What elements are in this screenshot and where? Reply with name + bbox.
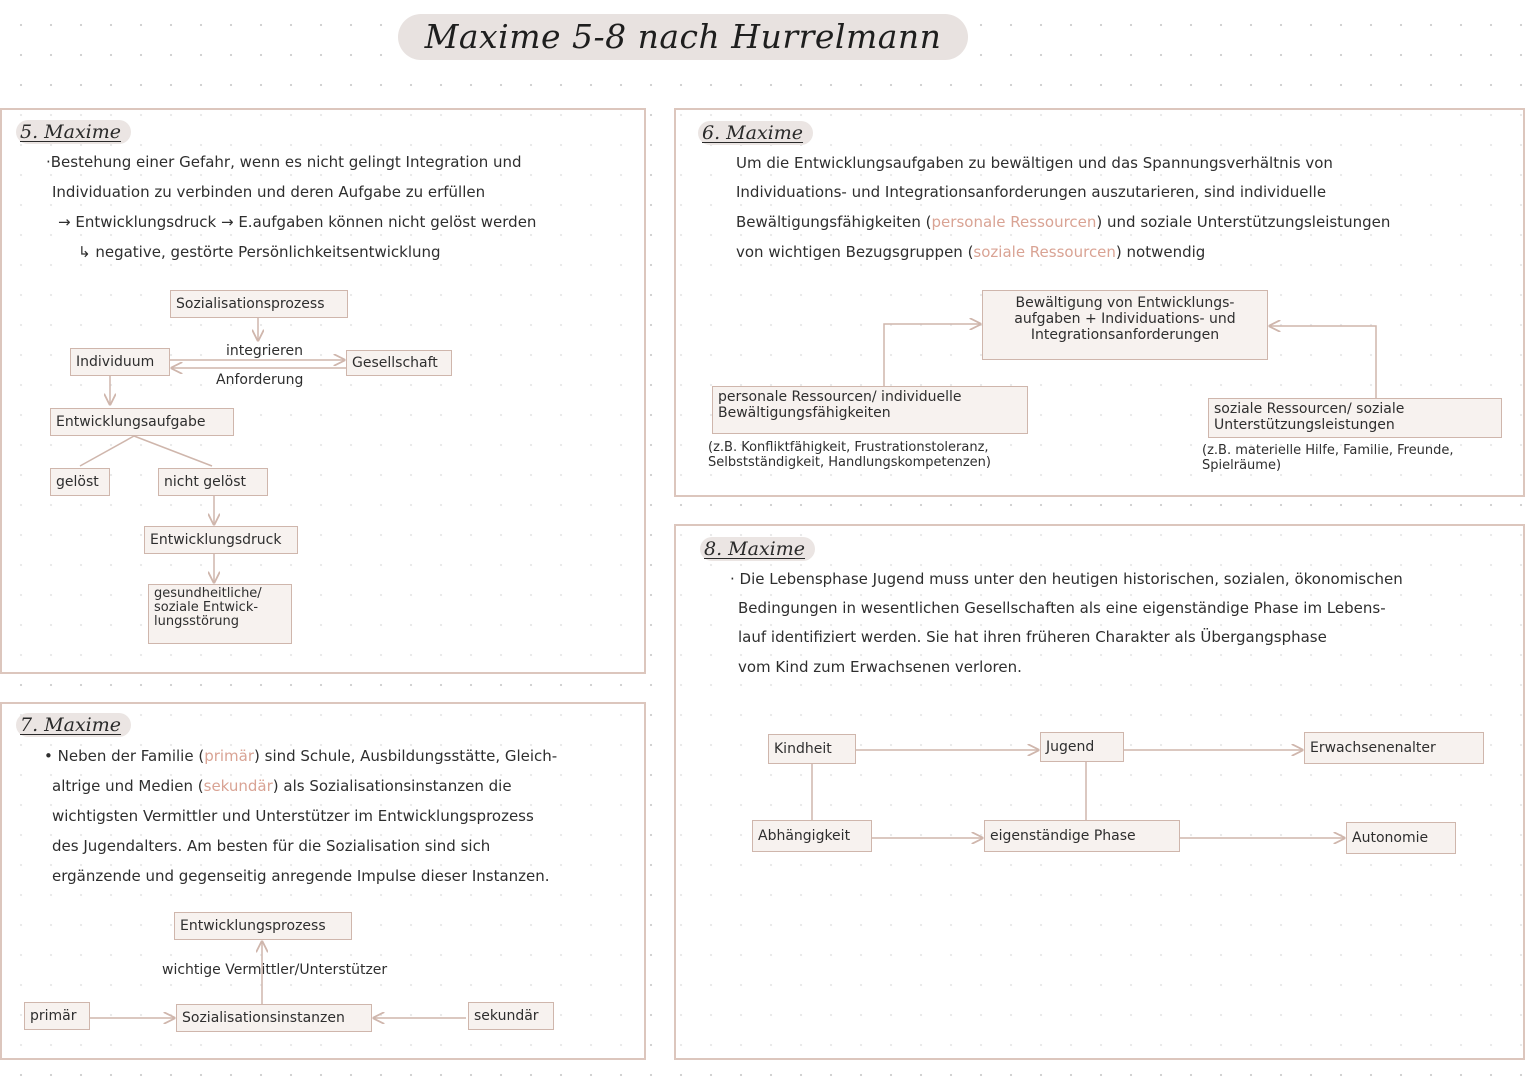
box-bewaeltigung: Bewältigung von Entwicklungs- aufgaben + Individuations- und Integrationsanforderungen — [982, 290, 1268, 360]
m7-line-3: wichtigsten Vermittler und Unterstützer im Entwicklungsprozess — [52, 807, 534, 825]
box-gesellschaft: Gesellschaft — [346, 350, 452, 376]
m5-line-2: Individuation zu verbinden und deren Aufgabe zu erfüllen — [52, 183, 486, 201]
label-integrieren: integrieren — [226, 343, 303, 359]
box-sozialisationsinstanzen: Sozialisationsinstanzen — [176, 1004, 372, 1032]
box-entwicklungsprozess: Entwicklungsprozess — [174, 912, 352, 940]
page-title: Maxime 5-8 nach Hurrelmann — [398, 14, 968, 60]
label-anforderung: Anforderung — [216, 372, 304, 388]
m5-line-3: → Entwicklungsdruck → E.aufgaben können nicht gelöst werden — [58, 213, 537, 231]
box-sozialisationsprozess: Sozialisationsprozess — [170, 290, 348, 318]
maxime-6-heading: 6. Maxime — [698, 121, 813, 145]
box-sekundaer: sekundär — [468, 1002, 554, 1030]
m6-line-4: von wichtigen Bezugsgruppen (soziale Ressourcen) notwendig — [736, 243, 1206, 261]
label-wichtige-vermittler: wichtige Vermittler/Unterstützer — [162, 962, 388, 978]
box-erwachsenenalter: Erwachsenenalter — [1304, 732, 1484, 764]
m7-line-5: ergänzende und gegenseitig anregende Impulse dieser Instanzen. — [52, 867, 550, 885]
box-entwicklungsstoerung: gesundheitliche/ soziale Entwick- lungsstörung — [148, 584, 292, 644]
box-autonomie: Autonomie — [1346, 822, 1456, 854]
maxime-5-heading: 5. Maxime — [16, 120, 131, 144]
box-kindheit: Kindheit — [768, 734, 856, 764]
m7-line-2: altrige und Medien (sekundär) als Sozialisationsinstanzen die — [52, 777, 512, 795]
m5-line-4: ↳ negative, gestörte Persönlichkeitsentwicklung — [78, 243, 441, 261]
box-entwicklungsaufgabe: Entwicklungsaufgabe — [50, 408, 234, 436]
box-soziale-ressourcen: soziale Ressourcen/ soziale Unterstützungsleistungen — [1208, 398, 1502, 438]
m6-line-2: Individuations- und Integrationsanforderungen auszutarieren, sind individuelle — [736, 183, 1327, 201]
box-abhaengigkeit: Abhängigkeit — [752, 820, 872, 852]
box-individuum: Individuum — [70, 348, 170, 376]
m6-line-1: Um die Entwicklungsaufgaben zu bewältigen und das Spannungsverhältnis von — [736, 154, 1333, 172]
box-entwicklungsdruck: Entwicklungsdruck — [144, 526, 298, 554]
m6-line-3: Bewältigungsfähigkeiten (personale Ressourcen) und soziale Unterstützungsleistungen — [736, 213, 1391, 231]
box-nicht-geloest: nicht gelöst — [158, 468, 268, 496]
m7-line-1: • Neben der Familie (primär) sind Schule, Ausbildungsstätte, Gleich- — [44, 747, 558, 765]
box-geloest: gelöst — [50, 468, 110, 496]
m8-line-3: lauf identifiziert werden. Sie hat ihren früheren Charakter als Übergangsphase — [738, 628, 1327, 646]
box-eigenstaendige-phase: eigenständige Phase — [984, 820, 1180, 852]
maxime-8-heading: 8. Maxime — [700, 537, 815, 561]
note-personale-ressourcen: (z.B. Konfliktfähigkeit, Frustrationstoleranz, Selbstständigkeit, Handlungskompetenzen) — [708, 440, 991, 470]
m8-line-1: · Die Lebensphase Jugend muss unter den heutigen historischen, sozialen, ökonomischen — [730, 570, 1403, 588]
m5-line-1: ·Bestehung einer Gefahr, wenn es nicht gelingt Integration und — [46, 153, 522, 171]
maxime-7-heading: 7. Maxime — [16, 713, 131, 737]
box-personale-ressourcen: personale Ressourcen/ individuelle Bewältigungsfähigkeiten — [712, 386, 1028, 434]
box-primaer: primär — [24, 1002, 90, 1030]
m7-line-4: des Jugendalters. Am besten für die Sozialisation sind sich — [52, 837, 491, 855]
box-jugend: Jugend — [1040, 732, 1124, 762]
note-soziale-ressourcen: (z.B. materielle Hilfe, Familie, Freunde, Spielräume) — [1202, 443, 1454, 473]
m8-line-4: vom Kind zum Erwachsenen verloren. — [738, 658, 1022, 676]
m8-line-2: Bedingungen in wesentlichen Gesellschaften als eine eigenständige Phase im Lebens- — [738, 599, 1386, 617]
